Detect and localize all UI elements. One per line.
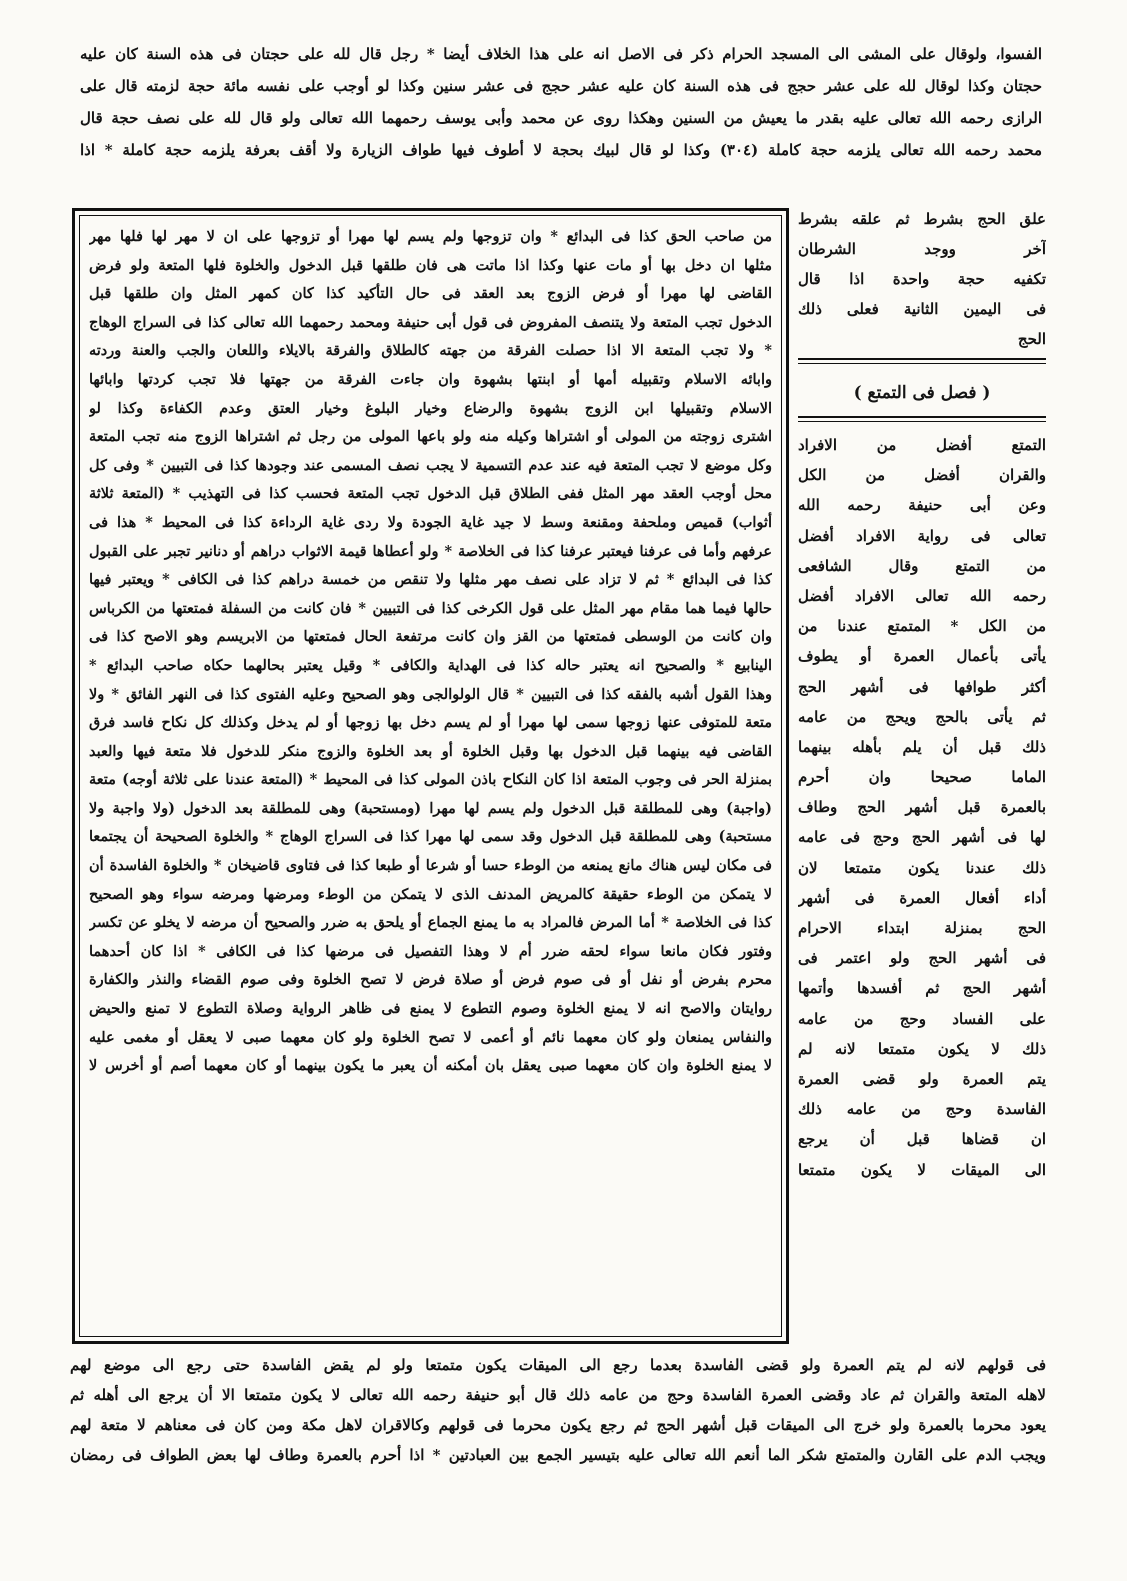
side-line: أداء أفعال العمرة فى أشهر [798, 888, 1046, 907]
side-line: على الفساد وحج من عامه [798, 1009, 1046, 1028]
side-line: فى أشهر الحج ولو اعتمر فى [798, 949, 1046, 968]
main-line: كذا فى الخلاصة * أما المرض فالمراد به ما يمنع الجماع أو يلحق به ضرر والصحيح أن مرضه لا يخلو عن تكسر [89, 914, 772, 932]
bottom-text-block [70, 1350, 1046, 1470]
side-line: من الكل * المتمتع عندنا من [798, 617, 1046, 636]
main-line: وكل موضع لا تجب المتعة فيه عند عدم التسمية لا يجب نصف المسمى عند وجودها كذا فى التبيين * وفى كل [89, 456, 772, 474]
bottom-line: ويجب الدم على القارن والمتمتع شكر الما أنعم الله تعالى عليه بتيسير الجمع بين العبادتين * اذا أحرم بالعمرة وطاف لها بعض الطواف فى رمضان [70, 1446, 1046, 1464]
side-top-line: تكفيه حجة واحدة اذا قال [798, 270, 1046, 288]
main-line: بمنزلة الحر فى وجوب المتعة اذا كان النكاح باذن المولى كذا فى المحيط * (المتعة عندنا على ثلاثة أوجه) متعة [89, 771, 772, 789]
side-line: ثم يأتى بالحج ويحج من عامه [798, 707, 1046, 726]
main-line: أثواب) قميص وملحفة ومقنعة وسط لا جيد غاية الجودة ولا ردى غاية الرداءة كذا فى المحيط * هذا فى [89, 513, 772, 531]
main-line: متعة للمتوفى عنها زوجها سمى لها مهرا أو لم يسم دخل بها زوجها أو لم يدخل وكذلك كل نكاح فاسد فرق [89, 714, 772, 732]
side-line: تعالى فى رواية الافراد أفضل [798, 526, 1046, 545]
side-line: ذلك لا يكون متمتعا لانه لم [798, 1039, 1046, 1058]
section-divider [798, 416, 1046, 422]
main-line: كذا فى البدائع * ثم لا تزاد على نصف مهر مثلها ولا تنقص من خمسة دراهم كذا فى الكافى * ويعتبر فيها [89, 571, 772, 589]
side-top-line: آخر ووجد الشرطان [798, 240, 1046, 258]
side-top-line: علق الحج بشرط ثم علقه بشرط [798, 210, 1046, 228]
main-line: وهذا القول أشبه بالفقه كذا فى التبيين * قال الولوالجى وهو الصحيح وعليه الفتوى كذا فى النهر الفائق * ولا [89, 685, 772, 703]
side-top-block [798, 204, 1046, 354]
main-line: الاسلام وتقبيلها ابن الزوج بشهوة والرضاع وخيار البلوغ وخيار العتق وعدم الكفاءة وكذا لو [89, 399, 772, 417]
side-line: ان قضاها قبل أن يرجع [798, 1130, 1046, 1149]
main-line: عرفهم وأما فى عرفنا فيعتبر عرفنا كذا فى الخلاصة * ولو أعطاها قيمة الاثواب دراهم أو دنانير تجبر على القبول [89, 542, 772, 560]
side-line: الماما صحيحا وان أحرم [798, 768, 1046, 787]
main-line: (واجبة) وهى للمطلقة قبل الدخول ولم يسم لها مهرا (ومستحبة) وهى للمطلقة بعد الدخول (ولا واجبة ولا [89, 799, 772, 817]
side-line: من التمتع وقال الشافعى [798, 556, 1046, 575]
section-divider [798, 358, 1046, 364]
top-text-block [80, 38, 1042, 166]
main-line: حالها فيما هما مقام مهر المثل على قول الكرخى كذا فى التبيين * فان كانت من السفلة فمتعتها من الكرباس [89, 599, 772, 617]
side-line: وعن أبى حنيفة رحمه الله [798, 496, 1046, 515]
main-line: لا يتمكن من الوطء حقيقة كالمريض المدنف الذى لا يتمكن من الوطء ومرضها ومرضه سواء وهو الصحيح [89, 885, 772, 903]
main-line: لا يمنع الخلوة وان كان معهما صبى يعقل بان أمكنه أن يعبر ما يكون بينهما أو كان معهما أصم أو أخرس لا [89, 1057, 772, 1075]
side-line: رحمه الله تعالى الافراد أفضل [798, 586, 1046, 605]
top-line: الرازى رحمه الله تعالى عليه بقدر ما يعيش من السنين وهكذا روى عن محمد وأبى يوسف رحمهما الله تعالى ولو قال لله على نصف حجة قال [80, 109, 1042, 127]
main-line: اشترى زوجته من المولى أو اشتراها وكيله منه ولو باعها المولى من رجل ثم اشتراها الزوج منه تجب المتعة [89, 428, 772, 446]
main-line: وفتور فكان مانعا سواء لحقه ضرر أم لا وهذا التفصيل فى مرضها كذا فى الكافى * اذا كان أحدهما [89, 942, 772, 960]
main-line: روايتان والاصح انه لا يمنع الخلوة وصوم التطوع لا يمنع فى ظاهر الرواية وصلاة التطوع لا تمنع والحيض [89, 1000, 772, 1018]
main-line: فى مكان ليس هناك مانع يمنعه من الوطء حسا أو شرعا أو طبعا كذا فى فتاوى قاضيخان * والخلوة الفاسدة أن [89, 857, 772, 875]
side-line: يتم العمرة ولو قضى العمرة [798, 1069, 1046, 1088]
side-line: يأتى بأعمال العمرة أو يطوف [798, 647, 1046, 666]
main-line: من صاحب الحق كذا فى البدائع * وان تزوجها ولم يسم لها مهرا أو تزوجها على ان لا مهر لها فلها مهر [89, 228, 772, 245]
bottom-line: فى قولهم لانه لم يتم العمرة ولو قضى الفاسدة بعدما رجع الى الميقات يكون متمتعا ولو لم يقض الفاسدة حتى رجع الى موضع لهم [70, 1356, 1046, 1374]
side-line: الحج بمنزلة ابتداء الاحرام [798, 919, 1046, 937]
side-line: والقران أفضل من الكل [798, 466, 1046, 485]
side-line: بالعمرة قبل أشهر الحج وطاف [798, 798, 1046, 817]
main-bordered-column [72, 208, 789, 1344]
main-line: مستحبة) وهى للمطلقة قبل الدخول وقد سمى لها مهرا كذا فى السراج الوهاج * والخلوة الصحيحة أن يجتمعا [89, 828, 772, 846]
main-line: القاضى لها مهرا أو فرض الزوج بعد العقد فى حال التأكيد كذا كان كمهر المثل وان طلقها قبل [89, 285, 772, 303]
side-line: الفاسدة وحج من عامه ذلك [798, 1100, 1046, 1119]
side-line: لها فى أشهر الحج وحج فى عامه [798, 828, 1046, 847]
main-line: محرم بفرض أو نفل أو فى صوم فرض أو صلاة فرض لا تصح الخلوة وفى صوم القضاء والنذر والكفارة [89, 971, 772, 989]
side-top-line: الحج [1017, 330, 1046, 348]
section-heading: ( فصل فى التمتع ) [853, 383, 991, 403]
bottom-line: يعود محرما بالعمرة ولو خرج الى الميقات قبل أشهر الحج ثم رجع يكون محرما فى قولهم وكالاقران لاهل مكة ومن كان فى معناهم لا متعة لهم [70, 1416, 1046, 1434]
side-line: التمتع أفضل من الافراد [798, 436, 1046, 454]
main-line: الدخول تجب المتعة ولا يتنصف المفروض فى قول أبى حنيفة ومحمد رحمهما الله تعالى كذا فى السراج الوهاج [89, 313, 772, 331]
bottom-line: لاهله المتعة والقران ثم عاد وقضى العمرة الفاسدة وحج من عامه ذلك قال أبو حنيفة رحمه الله تعالى لا يكون متمتعا الا أن يرجع الى أهله ثم [70, 1386, 1046, 1404]
side-line: أكثر طوافها فى أشهر الحج [798, 677, 1046, 696]
main-line: القاضى فيه بينهما قبل الدخول بها وقبل الخلوة أو بعد الخلوة والزوج منكر للدخول فلا متعة فيها والعبد [89, 742, 772, 760]
side-top-line: فى اليمين الثانية فعلى ذلك [798, 300, 1046, 318]
main-line: وان كانت من الوسطى فمتعتها من القز وان كانت مرتفعة الحال فمتعتها من الابريسم وهو الاصح كذا فى [89, 628, 772, 646]
side-column [798, 204, 1046, 1185]
side-line: أشهر الحج ثم أفسدها وأتمها [798, 979, 1046, 998]
main-line: محل أوجب العقد مهر المثل ففى الطلاق قبل الدخول تجب المتعة فحسب كذا فى التهذيب * (المتعة ثلاثة [89, 485, 772, 503]
side-line: الى الميقات لا يكون متمتعا [798, 1160, 1046, 1179]
main-line: الينابيع * والصحيح انه يعتبر حاله كذا فى الهداية والكافى * وقيل يعتبر بحالهما حكاه صاحب البدائع * [89, 656, 772, 674]
main-line: وابائه الاسلام وتقبيله أمها أو ابنتها بشهوة وان جاءت الفرقة من جهتها فلا تجب كردتها وابائها [89, 370, 772, 388]
top-line: الفسوا، ولوقال على المشى الى المسجد الحرام ذكر فى الاصل انه على هذا الخلاف أيضا * رجل قال لله على حجتان فى هذه السنة كان عليه [80, 45, 1042, 63]
top-line: محمد رحمه الله تعالى يلزمه حجة كاملة (٣٠٤) وكذا لو قال لبيك بحجة لا أطوف فيها طواف الزيارة ولا أقف بعرفة يلزمه حجة كاملة * اذا [80, 141, 1042, 159]
main-line: * ولا تجب المتعة الا اذا حصلت الفرقة من جهته كالطلاق والفرقة بالايلاء واللعان والجب والعنة وردته [89, 342, 772, 360]
main-line: مثلها ان دخل بها أو مات عنها وكذا اذا ماتت هى فان طلقها قبل الدخول والخلوة فلها المتعة ولو فرض [89, 256, 772, 274]
main-line: والنفاس يمنعان ولو كان معهما نائم أو أعمى لا تصح الخلوة ولو كان معهما صبى لا يعقل أو مغمى عليه [89, 1028, 772, 1046]
side-line: ذلك قبل أن يلم بأهله بينهما [798, 737, 1046, 756]
top-line: حجتان وكذا لوقال لله على عشر حجج فى هذه السنة كان عليه عشر حجج فى عشر سنين وكذا لو أوجب على نفسه مائة حجة لزمته قال على [80, 77, 1042, 95]
side-line: ذلك عندنا يكون متمتعا لان [798, 858, 1046, 877]
